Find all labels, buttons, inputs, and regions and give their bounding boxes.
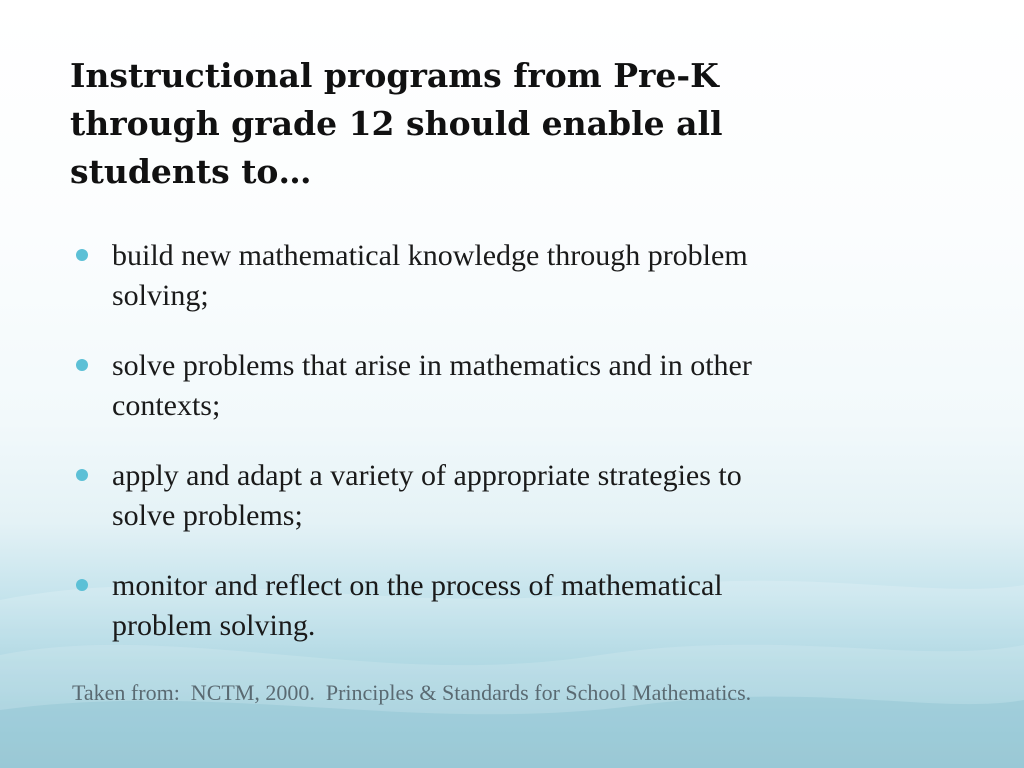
bullet-text-line: contexts; bbox=[112, 389, 221, 422]
slide-title-line: Instructional programs from Pre-K bbox=[70, 56, 719, 95]
bullet-text-line: solve problems that arise in mathematics and in other bbox=[112, 349, 752, 382]
bullet-item bbox=[74, 346, 944, 426]
slide-title-line: through grade 12 should enable all bbox=[70, 104, 723, 143]
bullet-text-line: solving; bbox=[112, 279, 209, 312]
bullet-dot-icon bbox=[76, 359, 88, 371]
citation: Taken from: NCTM, 2000. Principles & Standards for School Mathematics. bbox=[72, 680, 752, 705]
bullet-text-line: problem solving. bbox=[112, 609, 316, 642]
bullet-dot-icon bbox=[76, 579, 88, 591]
slide-title bbox=[70, 52, 950, 196]
bullet-item bbox=[74, 456, 944, 536]
bullet-item bbox=[74, 236, 944, 316]
bullet-dot-icon bbox=[76, 249, 88, 261]
bullet-text-line: build new mathematical knowledge through problem bbox=[112, 239, 748, 272]
bullet-item bbox=[74, 566, 944, 646]
bullet-list bbox=[74, 236, 944, 676]
bullet-text-line: solve problems; bbox=[112, 499, 303, 532]
bullet-text-line: monitor and reflect on the process of mathematical bbox=[112, 569, 723, 602]
slide-title-line: students to… bbox=[70, 152, 312, 191]
bullet-text-line: apply and adapt a variety of appropriate strategies to bbox=[112, 459, 742, 492]
bullet-dot-icon bbox=[76, 469, 88, 481]
